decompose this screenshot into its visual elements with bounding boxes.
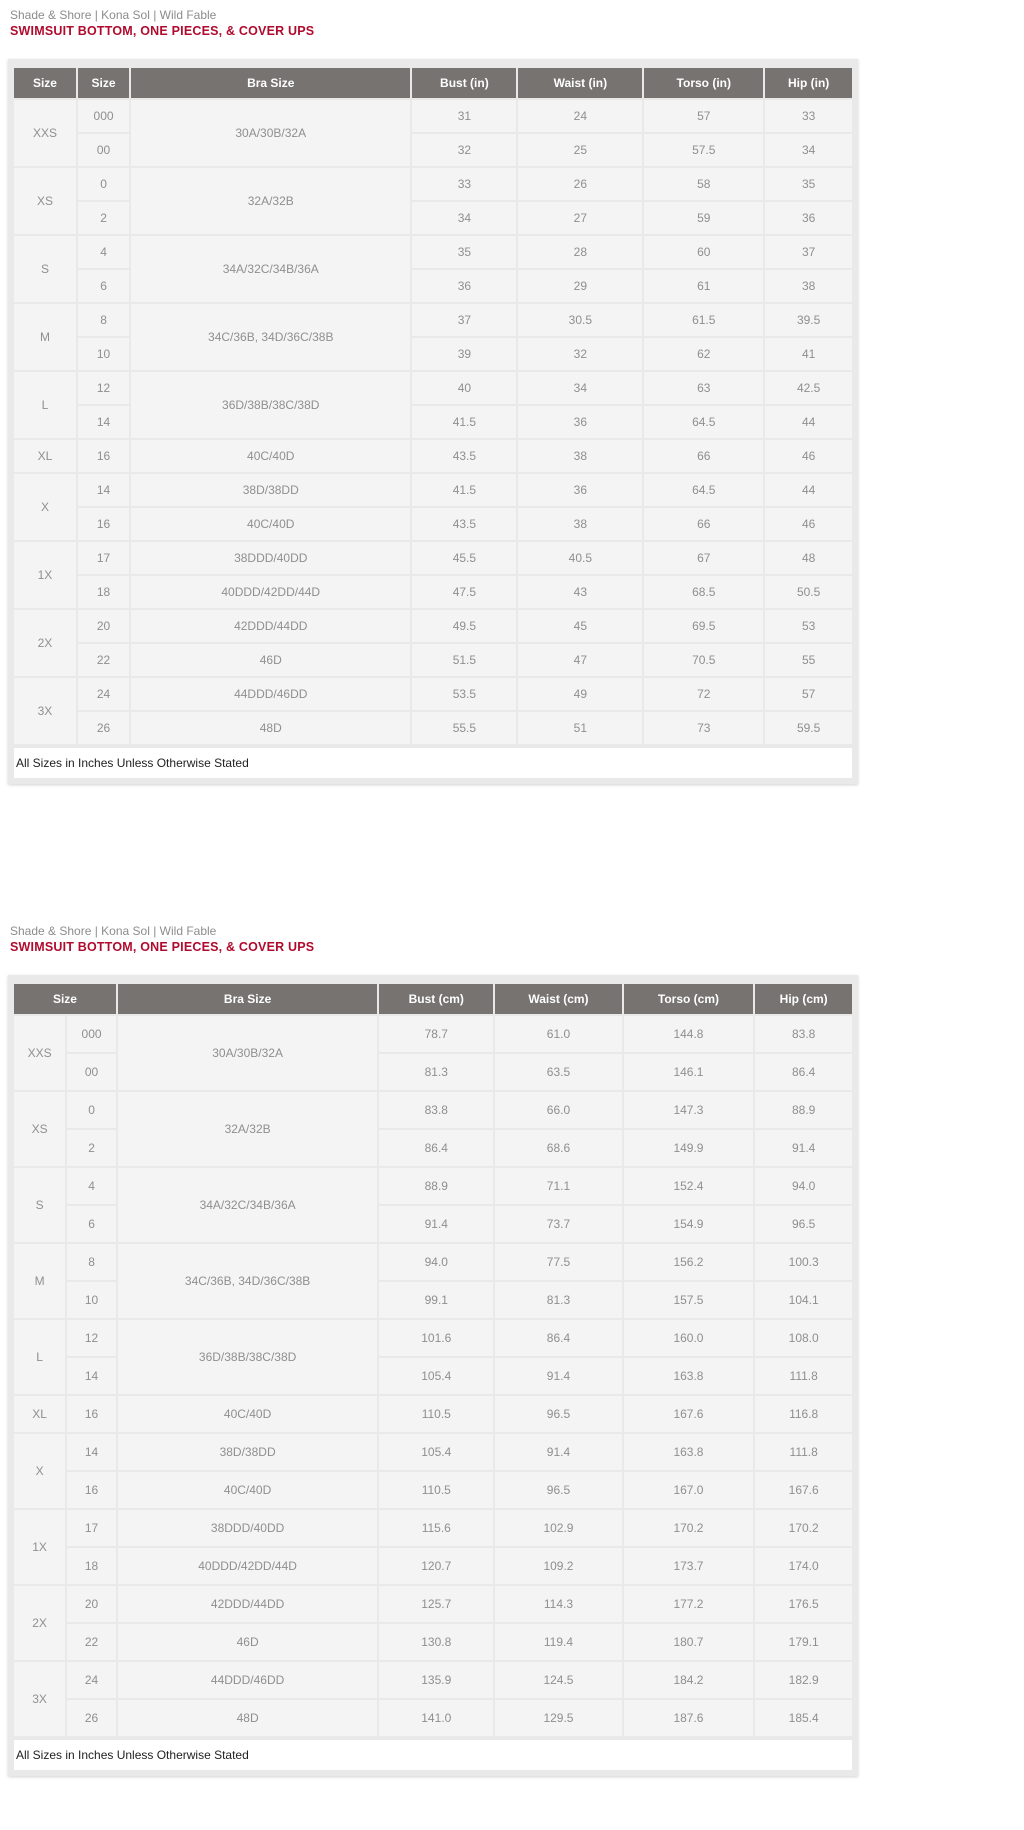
waist-cell: 43: [518, 576, 642, 608]
bra-size-cell: 34A/32C/34B/36A: [131, 236, 410, 302]
torso-cell: 173.7: [624, 1548, 754, 1584]
numeric-size-cell: 10: [78, 338, 129, 370]
waist-cell: 102.9: [495, 1510, 621, 1546]
bra-size-cell: 38D/38DD: [118, 1434, 377, 1470]
waist-cell: 26: [518, 168, 642, 200]
torso-cell: 73: [644, 712, 763, 744]
waist-cell: 29: [518, 270, 642, 302]
hip-cell: 37: [765, 236, 852, 268]
numeric-size-cell: 0: [67, 1092, 116, 1128]
waist-cell: 86.4: [495, 1320, 621, 1356]
waist-cell: 36: [518, 474, 642, 506]
waist-cell: 91.4: [495, 1358, 621, 1394]
bra-size-cell: 34C/36B, 34D/36C/38B: [131, 304, 410, 370]
waist-cell: 119.4: [495, 1624, 621, 1660]
waist-cell: 71.1: [495, 1168, 621, 1204]
torso-cell: 163.8: [624, 1358, 754, 1394]
bra-size-cell: 40C/40D: [131, 440, 410, 472]
waist-cell: 96.5: [495, 1472, 621, 1508]
waist-cell: 63.5: [495, 1054, 621, 1090]
hip-cell: 174.0: [755, 1548, 852, 1584]
hip-cell: 57: [765, 678, 852, 710]
table-header-row: [14, 68, 852, 98]
table-row: [14, 1548, 852, 1584]
size-group-cell: 2X: [14, 610, 76, 676]
numeric-size-cell: 24: [67, 1662, 116, 1698]
hip-cell: 83.8: [755, 1016, 852, 1052]
torso-cell: 163.8: [624, 1434, 754, 1470]
hip-cell: 48: [765, 542, 852, 574]
numeric-size-cell: 17: [78, 542, 129, 574]
numeric-size-cell: 20: [78, 610, 129, 642]
size-group-cell: L: [14, 1320, 65, 1394]
bra-size-column-header: Bra Size: [118, 984, 377, 1014]
torso-cell: 67: [644, 542, 763, 574]
size-group-cell: X: [14, 1434, 65, 1508]
waist-cell: 49: [518, 678, 642, 710]
bust-cell: 41.5: [412, 406, 516, 438]
hip-column-header: Hip (in): [765, 68, 852, 98]
torso-cell: 184.2: [624, 1662, 754, 1698]
numeric-size-cell: 18: [67, 1548, 116, 1584]
waist-cell: 47: [518, 644, 642, 676]
torso-cell: 59: [644, 202, 763, 234]
table-row: [14, 304, 852, 336]
bust-cell: 45.5: [412, 542, 516, 574]
size-group-cell: M: [14, 1244, 65, 1318]
bust-cell: 33: [412, 168, 516, 200]
hip-cell: 91.4: [755, 1130, 852, 1166]
torso-cell: 68.5: [644, 576, 763, 608]
size-group-cell: 1X: [14, 1510, 65, 1584]
hip-cell: 179.1: [755, 1624, 852, 1660]
table-row: [14, 1092, 852, 1128]
numeric-size-cell: 26: [78, 712, 129, 744]
hip-cell: 167.6: [755, 1472, 852, 1508]
bust-cell: 49.5: [412, 610, 516, 642]
hip-cell: 170.2: [755, 1510, 852, 1546]
bra-size-cell: 44DDD/46DD: [118, 1662, 377, 1698]
numeric-size-cell: 8: [78, 304, 129, 336]
table-row: [14, 1662, 852, 1698]
bust-cell: 39: [412, 338, 516, 370]
bust-cell: 53.5: [412, 678, 516, 710]
torso-cell: 57.5: [644, 134, 763, 166]
size-chart-table-inches: [12, 66, 854, 746]
bra-size-cell: 40DDD/42DD/44D: [131, 576, 410, 608]
bra-size-cell: 38D/38DD: [131, 474, 410, 506]
hip-cell: 111.8: [755, 1434, 852, 1470]
numeric-size-cell: 14: [67, 1434, 116, 1470]
size-group-cell: M: [14, 304, 76, 370]
waist-cell: 38: [518, 508, 642, 540]
bust-cell: 43.5: [412, 440, 516, 472]
size-group-cell: XL: [14, 440, 76, 472]
table-row: [14, 1434, 852, 1470]
bust-cell: 91.4: [379, 1206, 493, 1242]
torso-cell: 144.8: [624, 1016, 754, 1052]
table-row: [14, 168, 852, 200]
bust-cell: 43.5: [412, 508, 516, 540]
torso-cell: 177.2: [624, 1586, 754, 1622]
bra-size-cell: 40DDD/42DD/44D: [118, 1548, 377, 1584]
table-row: [14, 1586, 852, 1622]
torso-cell: 147.3: [624, 1092, 754, 1128]
bust-cell: 120.7: [379, 1548, 493, 1584]
brand-list: Shade & Shore | Kona Sol | Wild Fable: [10, 8, 217, 22]
size-group-cell: 3X: [14, 1662, 65, 1736]
torso-cell: 66: [644, 508, 763, 540]
bust-cell: 35: [412, 236, 516, 268]
hip-cell: 111.8: [755, 1358, 852, 1394]
units-footnote: All Sizes in Inches Unless Otherwise Stated: [14, 1740, 852, 1770]
torso-cell: 63: [644, 372, 763, 404]
numeric-size-cell: 14: [78, 474, 129, 506]
torso-cell: 152.4: [624, 1168, 754, 1204]
table-row: [14, 474, 852, 506]
bust-cell: 83.8: [379, 1092, 493, 1128]
waist-column-header: Waist (cm): [495, 984, 621, 1014]
hip-cell: 96.5: [755, 1206, 852, 1242]
bra-size-cell: 32A/32B: [131, 168, 410, 234]
hip-cell: 34: [765, 134, 852, 166]
numeric-size-cell: 17: [67, 1510, 116, 1546]
bra-size-column-header: Bra Size: [131, 68, 410, 98]
table-row: [14, 1510, 852, 1546]
numeric-size-cell: 000: [78, 100, 129, 132]
table-row: [14, 542, 852, 574]
table-row: [14, 712, 852, 744]
numeric-size-cell: 2: [78, 202, 129, 234]
waist-cell: 36: [518, 406, 642, 438]
hip-cell: 104.1: [755, 1282, 852, 1318]
numeric-size-cell: 18: [78, 576, 129, 608]
size-group-cell: S: [14, 236, 76, 302]
waist-cell: 28: [518, 236, 642, 268]
table-row: [14, 1016, 852, 1052]
hip-cell: 185.4: [755, 1700, 852, 1736]
size-chart-panel-inches: [8, 59, 858, 784]
bust-cell: 88.9: [379, 1168, 493, 1204]
hip-cell: 44: [765, 406, 852, 438]
table-row: [14, 1168, 852, 1204]
torso-cell: 70.5: [644, 644, 763, 676]
size-group-cell: 3X: [14, 678, 76, 744]
table-row: [14, 100, 852, 132]
bra-size-cell: 42DDD/44DD: [118, 1586, 377, 1622]
hip-cell: 33: [765, 100, 852, 132]
bra-size-cell: 30A/30B/32A: [118, 1016, 377, 1090]
numeric-size-cell: 12: [78, 372, 129, 404]
numeric-size-cell: 16: [78, 440, 129, 472]
bra-size-cell: 38DDD/40DD: [118, 1510, 377, 1546]
bra-size-cell: 34C/36B, 34D/36C/38B: [118, 1244, 377, 1318]
size-group-cell: 1X: [14, 542, 76, 608]
bust-cell: 105.4: [379, 1358, 493, 1394]
torso-cell: 149.9: [624, 1130, 754, 1166]
bra-size-cell: 46D: [131, 644, 410, 676]
bra-size-cell: 34A/32C/34B/36A: [118, 1168, 377, 1242]
torso-cell: 66: [644, 440, 763, 472]
waist-cell: 109.2: [495, 1548, 621, 1584]
bust-cell: 51.5: [412, 644, 516, 676]
bust-cell: 94.0: [379, 1244, 493, 1280]
bust-cell: 86.4: [379, 1130, 493, 1166]
bust-cell: 115.6: [379, 1510, 493, 1546]
torso-cell: 57: [644, 100, 763, 132]
numeric-size-column-header: Size: [78, 68, 129, 98]
table-row: [14, 1396, 852, 1432]
waist-cell: 38: [518, 440, 642, 472]
waist-cell: 27: [518, 202, 642, 234]
hip-cell: 44: [765, 474, 852, 506]
bust-cell: 130.8: [379, 1624, 493, 1660]
waist-cell: 114.3: [495, 1586, 621, 1622]
table-header-row: [14, 984, 852, 1014]
waist-cell: 81.3: [495, 1282, 621, 1318]
bra-size-cell: 46D: [118, 1624, 377, 1660]
bust-cell: 141.0: [379, 1700, 493, 1736]
numeric-size-cell: 14: [67, 1358, 116, 1394]
table-row: [14, 440, 852, 472]
bust-cell: 55.5: [412, 712, 516, 744]
table-row: [14, 508, 852, 540]
hip-cell: 53: [765, 610, 852, 642]
torso-cell: 160.0: [624, 1320, 754, 1356]
bust-cell: 36: [412, 270, 516, 302]
waist-cell: 66.0: [495, 1092, 621, 1128]
waist-cell: 73.7: [495, 1206, 621, 1242]
numeric-size-cell: 2: [67, 1130, 116, 1166]
numeric-size-cell: 14: [78, 406, 129, 438]
bra-size-cell: 36D/38B/38C/38D: [131, 372, 410, 438]
numeric-size-cell: 22: [67, 1624, 116, 1660]
table-row: [14, 644, 852, 676]
torso-cell: 69.5: [644, 610, 763, 642]
torso-cell: 170.2: [624, 1510, 754, 1546]
numeric-size-cell: 8: [67, 1244, 116, 1280]
waist-cell: 77.5: [495, 1244, 621, 1280]
size-group-cell: L: [14, 372, 76, 438]
table-row: [14, 1244, 852, 1280]
size-group-cell: XXS: [14, 1016, 65, 1090]
bust-cell: 105.4: [379, 1434, 493, 1470]
hip-cell: 50.5: [765, 576, 852, 608]
hip-cell: 55: [765, 644, 852, 676]
numeric-size-cell: 0: [78, 168, 129, 200]
size-group-cell: S: [14, 1168, 65, 1242]
numeric-size-cell: 12: [67, 1320, 116, 1356]
bra-size-cell: 40C/40D: [118, 1396, 377, 1432]
torso-cell: 64.5: [644, 406, 763, 438]
torso-cell: 60: [644, 236, 763, 268]
page-title: SWIMSUIT BOTTOM, ONE PIECES, & COVER UPS: [10, 940, 315, 954]
table-row: [14, 1320, 852, 1356]
bra-size-cell: 44DDD/46DD: [131, 678, 410, 710]
numeric-size-cell: 16: [67, 1396, 116, 1432]
table-row: [14, 678, 852, 710]
table-row: [14, 610, 852, 642]
waist-cell: 45: [518, 610, 642, 642]
hip-cell: 42.5: [765, 372, 852, 404]
waist-cell: 30.5: [518, 304, 642, 336]
waist-cell: 25: [518, 134, 642, 166]
hip-cell: 182.9: [755, 1662, 852, 1698]
bra-size-cell: 38DDD/40DD: [131, 542, 410, 574]
bust-cell: 110.5: [379, 1396, 493, 1432]
bust-cell: 37: [412, 304, 516, 336]
numeric-size-cell: 22: [78, 644, 129, 676]
size-column-header: Size: [14, 68, 76, 98]
hip-cell: 36: [765, 202, 852, 234]
bra-size-cell: 36D/38B/38C/38D: [118, 1320, 377, 1394]
waist-cell: 40.5: [518, 542, 642, 574]
hip-column-header: Hip (cm): [755, 984, 852, 1014]
hip-cell: 35: [765, 168, 852, 200]
units-footnote: All Sizes in Inches Unless Otherwise Stated: [14, 748, 852, 778]
bust-cell: 40: [412, 372, 516, 404]
numeric-size-cell: 00: [78, 134, 129, 166]
size-column-header: Size: [14, 984, 116, 1014]
bust-cell: 135.9: [379, 1662, 493, 1698]
waist-cell: 32: [518, 338, 642, 370]
bust-cell: 78.7: [379, 1016, 493, 1052]
numeric-size-cell: 6: [67, 1206, 116, 1242]
waist-cell: 34: [518, 372, 642, 404]
bra-size-cell: 48D: [131, 712, 410, 744]
hip-cell: 38: [765, 270, 852, 302]
hip-cell: 86.4: [755, 1054, 852, 1090]
bust-cell: 101.6: [379, 1320, 493, 1356]
size-group-cell: 2X: [14, 1586, 65, 1660]
waist-cell: 24: [518, 100, 642, 132]
bust-cell: 41.5: [412, 474, 516, 506]
hip-cell: 176.5: [755, 1586, 852, 1622]
waist-cell: 68.6: [495, 1130, 621, 1166]
numeric-size-cell: 10: [67, 1282, 116, 1318]
bra-size-cell: 40C/40D: [118, 1472, 377, 1508]
table-row: [14, 372, 852, 404]
numeric-size-cell: 000: [67, 1016, 116, 1052]
numeric-size-cell: 16: [67, 1472, 116, 1508]
waist-cell: 96.5: [495, 1396, 621, 1432]
bust-cell: 125.7: [379, 1586, 493, 1622]
size-chart-table-cm: [12, 982, 854, 1738]
bust-cell: 110.5: [379, 1472, 493, 1508]
hip-cell: 59.5: [765, 712, 852, 744]
numeric-size-cell: 20: [67, 1586, 116, 1622]
numeric-size-cell: 26: [67, 1700, 116, 1736]
torso-column-header: Torso (in): [644, 68, 763, 98]
waist-column-header: Waist (in): [518, 68, 642, 98]
waist-cell: 129.5: [495, 1700, 621, 1736]
torso-cell: 157.5: [624, 1282, 754, 1318]
waist-cell: 124.5: [495, 1662, 621, 1698]
bra-size-cell: 32A/32B: [118, 1092, 377, 1166]
hip-cell: 108.0: [755, 1320, 852, 1356]
table-row: [14, 1700, 852, 1736]
bust-cell: 31: [412, 100, 516, 132]
hip-cell: 46: [765, 440, 852, 472]
page-title: SWIMSUIT BOTTOM, ONE PIECES, & COVER UPS: [10, 24, 315, 38]
table-row: [14, 1472, 852, 1508]
hip-cell: 41: [765, 338, 852, 370]
size-chart-section-inches: [0, 0, 1024, 784]
size-group-cell: XL: [14, 1396, 65, 1432]
size-chart-section-cm: [0, 784, 1024, 1776]
torso-cell: 154.9: [624, 1206, 754, 1242]
bra-size-cell: 40C/40D: [131, 508, 410, 540]
torso-cell: 72: [644, 678, 763, 710]
torso-cell: 62: [644, 338, 763, 370]
size-group-cell: XS: [14, 168, 76, 234]
torso-cell: 167.0: [624, 1472, 754, 1508]
bust-column-header: Bust (in): [412, 68, 516, 98]
torso-cell: 167.6: [624, 1396, 754, 1432]
torso-column-header: Torso (cm): [624, 984, 754, 1014]
numeric-size-cell: 4: [67, 1168, 116, 1204]
torso-cell: 156.2: [624, 1244, 754, 1280]
bust-cell: 81.3: [379, 1054, 493, 1090]
waist-cell: 61.0: [495, 1016, 621, 1052]
brand-list: Shade & Shore | Kona Sol | Wild Fable: [10, 924, 217, 938]
torso-cell: 64.5: [644, 474, 763, 506]
waist-cell: 51: [518, 712, 642, 744]
size-chart-panel-cm: [8, 975, 858, 1776]
torso-cell: 61.5: [644, 304, 763, 336]
table-row: [14, 236, 852, 268]
table-row: [14, 1624, 852, 1660]
hip-cell: 94.0: [755, 1168, 852, 1204]
hip-cell: 46: [765, 508, 852, 540]
bra-size-cell: 42DDD/44DD: [131, 610, 410, 642]
bust-cell: 32: [412, 134, 516, 166]
bra-size-cell: 48D: [118, 1700, 377, 1736]
torso-cell: 146.1: [624, 1054, 754, 1090]
bra-size-cell: 30A/30B/32A: [131, 100, 410, 166]
hip-cell: 88.9: [755, 1092, 852, 1128]
torso-cell: 58: [644, 168, 763, 200]
numeric-size-cell: 00: [67, 1054, 116, 1090]
bust-cell: 47.5: [412, 576, 516, 608]
size-group-cell: XXS: [14, 100, 76, 166]
bust-cell: 34: [412, 202, 516, 234]
torso-cell: 187.6: [624, 1700, 754, 1736]
numeric-size-cell: 24: [78, 678, 129, 710]
waist-cell: 91.4: [495, 1434, 621, 1470]
bust-cell: 99.1: [379, 1282, 493, 1318]
hip-cell: 39.5: [765, 304, 852, 336]
numeric-size-cell: 4: [78, 236, 129, 268]
bust-column-header: Bust (cm): [379, 984, 493, 1014]
hip-cell: 100.3: [755, 1244, 852, 1280]
numeric-size-cell: 6: [78, 270, 129, 302]
torso-cell: 180.7: [624, 1624, 754, 1660]
numeric-size-cell: 16: [78, 508, 129, 540]
table-row: [14, 576, 852, 608]
torso-cell: 61: [644, 270, 763, 302]
size-group-cell: XS: [14, 1092, 65, 1166]
size-group-cell: X: [14, 474, 76, 540]
hip-cell: 116.8: [755, 1396, 852, 1432]
